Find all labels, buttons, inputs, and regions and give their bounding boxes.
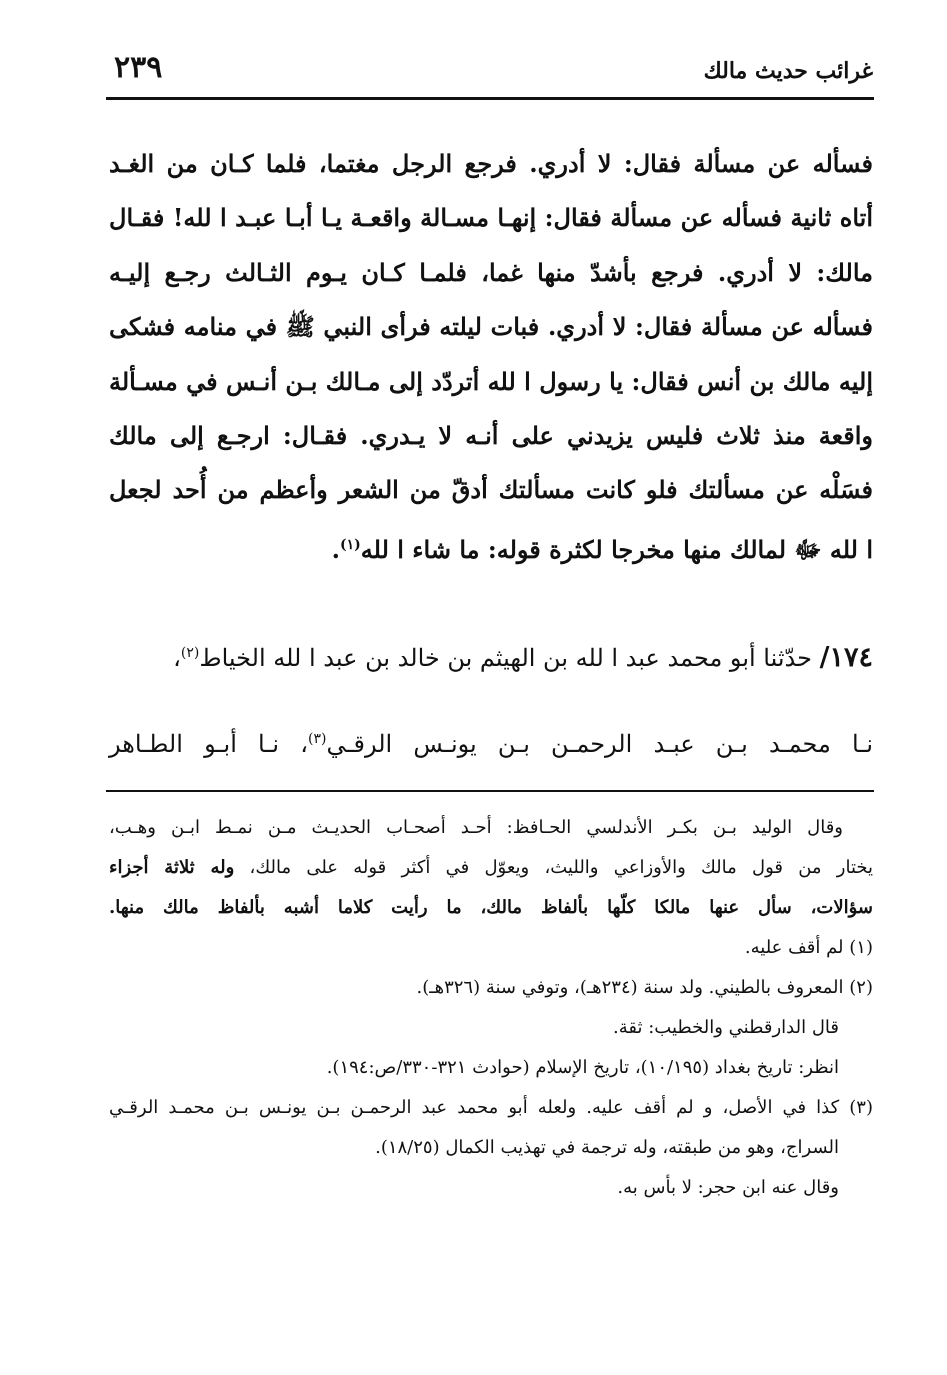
hadith-line-1-end: ، (173, 644, 181, 672)
footnotes (109, 808, 873, 1208)
footnote-2-sub-2: انظر: تاريخ بغداد (١٠/١٩٥)، تاريخ الإسلام (حوادث ٣٢١-٣٣٠/ص:١٩٤). (326, 1057, 839, 1078)
footnote-continuation-3: سؤالات، سأل عنها مالكا كلّها بألفاظ مالك، ما رأيت كلاما أشبه بألفاظ مالك منها. (109, 897, 873, 918)
main-line-2: أتاه ثانية فسأله عن مسألة فقال: إنهـا مسـالة واقعـة يـا أبـا عبـد ا لله! فقـال (109, 203, 873, 233)
footnote-2: (٢) المعروف بالطيني. ولد سنة (٢٣٤هـ)، وتوفي سنة (٣٢٦هـ). (416, 977, 873, 998)
header-rule (106, 97, 874, 100)
footnote-continuation-2 (109, 848, 873, 888)
main-line-3: مالك: لا أدري. فرجع بأشدّ منها غما، فلمـا كـان يـوم الثـالث رجـع إليـه (109, 257, 873, 287)
footnote-3-cont: السراج، وهو من طبقته، وله ترجمة في تهذيب الكمال (١٨/٢٥). (375, 1137, 839, 1158)
hadith-line-2 (109, 718, 873, 760)
main-line-1: فسأله عن مسألة فقال: لا أدري. فرجع الرجل مغتما، فلما كـان من الغـد (109, 149, 873, 178)
hadith-isnad-2a: نـا محمـد بـن عبـد الرحمـن بـن يونـس الرقـي (326, 730, 874, 758)
hadith-174 (109, 632, 873, 760)
footnote-rule (106, 790, 874, 792)
footnote-continuation-2a: يختار من قول مالك والأوزاعي والليث، ويعوّل في أكثر قوله على مالك، (234, 857, 874, 878)
main-text (109, 137, 873, 572)
hadith-number: ١٧٤/ (819, 642, 873, 673)
hadith-isnad-1: حدّثنا أبو محمد عبد ا لله بن الهيثم بن خالد بن عبد ا لله الخياط (199, 644, 812, 672)
main-line-5: إليه مالك بن أنس فقال: يا رسول ا لله أتردّد إلى مـالك بـن أنـس في مسـألة (109, 366, 873, 396)
footnote-ref-2: (٢) (180, 645, 200, 661)
main-line-8 (109, 518, 873, 572)
main-line-7: فسَلْه عن مسألتك فلو كانت مسألتك أدقّ من الشعر وأعظم من أُحد لجعل (109, 475, 873, 505)
running-title: غرائب حديث مالك (703, 58, 873, 84)
hadith-line-1 (109, 632, 873, 674)
footnote-ref-1: (١) (339, 536, 361, 553)
main-line-8-text: ا لله ﷻ لمالك منها مخرجا لكثرة قوله: ما شاء ا لله (360, 534, 873, 564)
footnote-1: (١) لم أقف عليه. (744, 937, 873, 958)
footnote-continuation-1: وقال الوليد بـن بكـر الأندلسي الحـافظ: أحـد أصحـاب الحديـث مـن نمـط ابـن وهـب، (109, 817, 843, 838)
footnote-3: (٣) كذا في الأصل، و لم أقف عليه. ولعله أبو محمد عبد الرحمـن بـن يونـس بـن محمـد الرقـي (109, 1097, 873, 1118)
hadith-isnad-2b: ، نـا أبـو الطـاهر (109, 730, 308, 758)
footnote-continuation-2b: وله ثلاثة أجزاء (109, 857, 235, 878)
main-line-4: فسأله عن مسألة فقال: لا أدري. فبات ليلته فرأى النبي ﷺ في منامه فشكى (109, 312, 873, 342)
footnote-2-sub-1: قال الدارقطني والخطيب: ثقة. (613, 1017, 839, 1038)
main-line-6: واقعة منذ ثلاث فليس يزيدني على أنـه لا يـدري. فقـال: ارجـع إلى مالك (109, 420, 873, 450)
page-number: ٢٣٩ (114, 50, 163, 85)
main-line-8-end: . (331, 534, 340, 564)
footnote-3-sub: وقال عنه ابن حجر: لا بأس به. (617, 1177, 839, 1198)
footnote-ref-3: (٣) (307, 731, 327, 747)
